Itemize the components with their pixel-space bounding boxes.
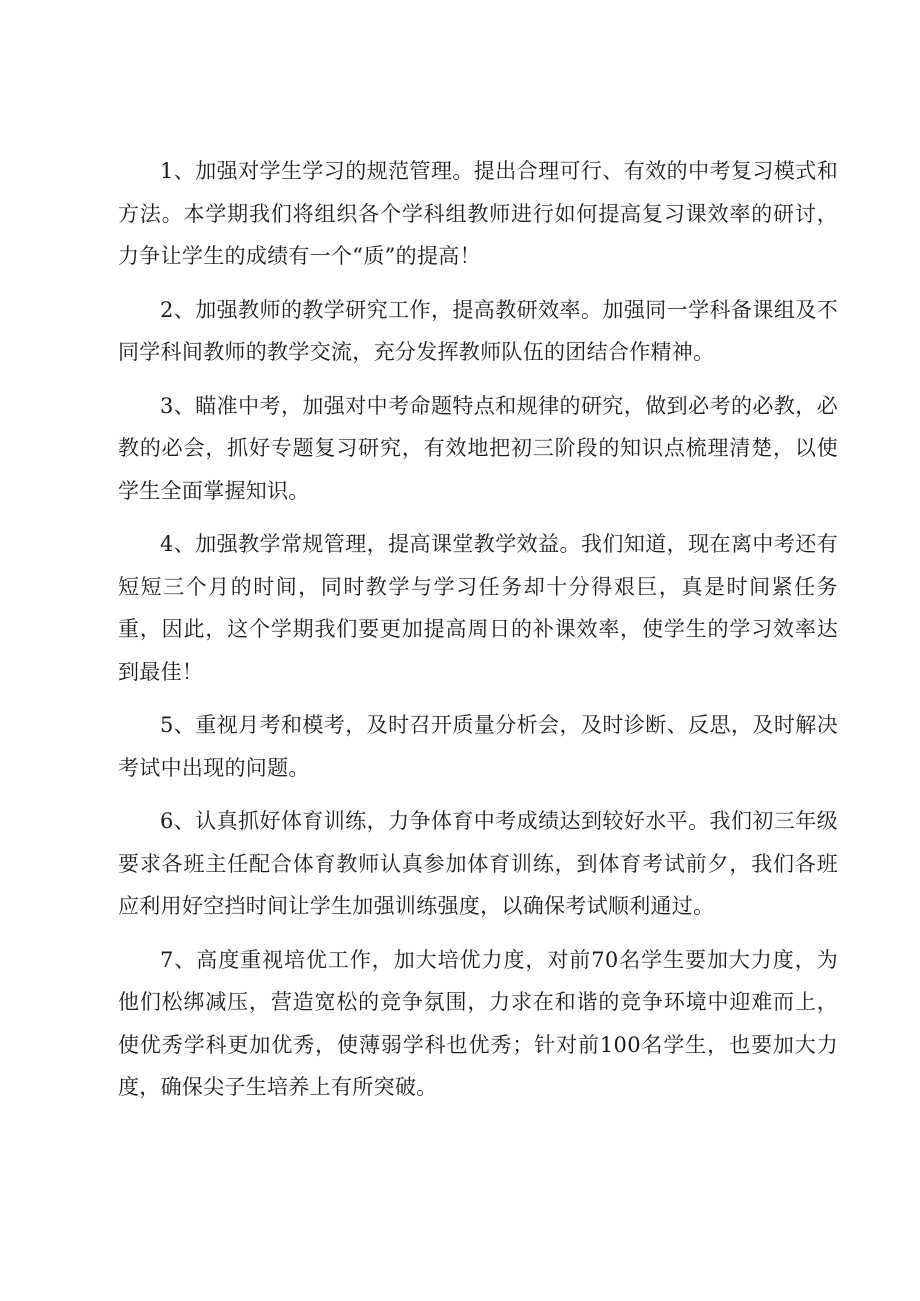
paragraph-1: 1、加强对学生学习的规范管理。提出合理可行、有效的中考复习模式和方法。本学期我们将组织各个学科组教师进行如何提高复习课效率的研讨，力争让学生的成绩有一个“质”的提高！ (118, 159, 838, 268)
document-body (118, 150, 838, 1120)
paragraph-4: 4、加强教学常规管理，提高课堂教学效益。我们知道，现在离中考还有短短三个月的时间，同时教学与学习任务却十分得艰巨，真是时间紧任务重，因此，这个学期我们要更加提高周日的补课效率，使学生的学习效率达到最佳！ (118, 532, 838, 684)
paragraph-6: 6、认真抓好体育训练，力争体育中考成绩达到较好水平。我们初三年级要求各班主任配合体育教师认真参加体育训练，到体育考试前夕，我们各班应利用好空挡时间让学生加强训练强度，以确保考试顺利通过。 (118, 809, 838, 918)
paragraph-3: 3、瞄准中考，加强对中考命题特点和规律的研究，做到必考的必教，必教的必会，抓好专题复习研究，有效地把初三阶段的知识点梳理清楚，以使学生全面掌握知识。 (118, 393, 838, 503)
paragraph-2: 2、加强教师的教学研究工作，提高教研效率。加强同一学科备课组及不同学科间教师的教学交流，充分发挥教师队伍的团结合作精神。 (118, 297, 838, 364)
paragraph-5: 5、重视月考和模考，及时召开质量分析会，及时诊断、反思，及时解决考试中出现的问题。 (118, 713, 838, 780)
paragraph-7: 7、高度重视培优工作，加大培优力度，对前70名学生要加大力度，为他们松绑减压，营造宽松的竞争氛围，力求在和谐的竞争环境中迎难而上，使优秀学科更加优秀，使薄弱学科也优秀；针对前100名学生，也要加大力度，确保尖子生培养上有所突破。 (118, 947, 838, 1099)
